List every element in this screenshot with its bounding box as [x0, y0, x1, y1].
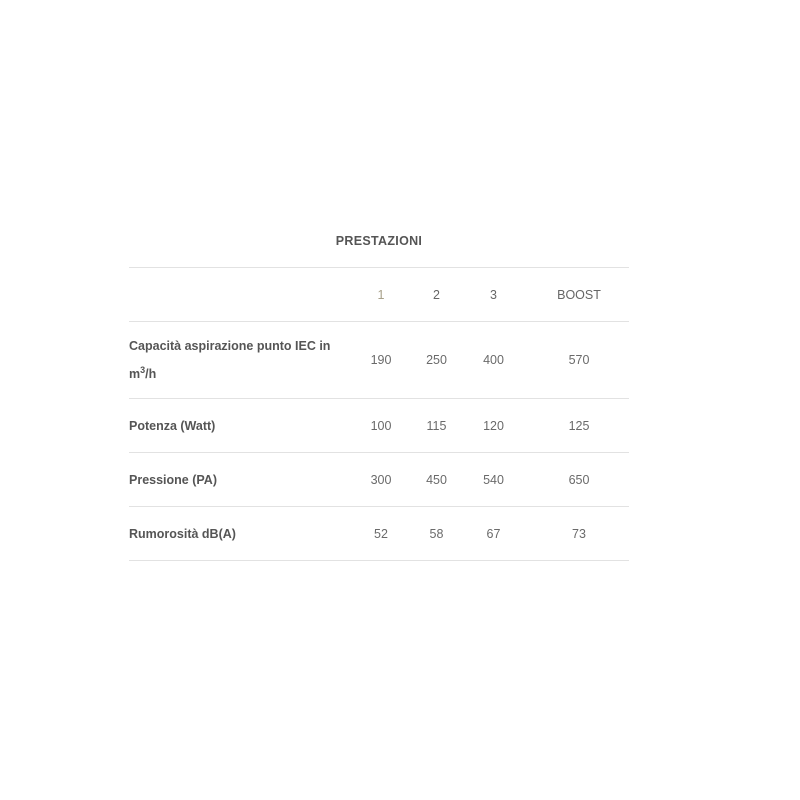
row-label-unit: /h [145, 367, 157, 382]
table-title-text: PRESTAZIONI [335, 234, 423, 248]
table-cell: 190 [347, 322, 415, 399]
row-label: Pressione (PA) [129, 453, 347, 507]
table-cell: 400 [458, 322, 529, 399]
row-label: Potenza (Watt) [129, 399, 347, 453]
row-label [129, 322, 347, 399]
table-cell: 300 [347, 453, 415, 507]
table-cell: 115 [415, 399, 458, 453]
row-label-text: Capacità aspirazione punto IEC in m [129, 338, 331, 382]
row-label: Rumorosità dB(A) [129, 507, 347, 561]
header-speed-3: 3 [458, 268, 529, 322]
table-cell: 120 [458, 399, 529, 453]
table-cell: 67 [458, 507, 529, 561]
table-row [129, 453, 629, 507]
header-boost: BOOST [529, 268, 629, 322]
performance-table [129, 267, 629, 561]
header-speed-1: 1 [347, 268, 415, 322]
table-title [129, 226, 629, 267]
table-cell: 250 [415, 322, 458, 399]
header-speed-2: 2 [415, 268, 458, 322]
table-cell: 570 [529, 322, 629, 399]
table-cell: 540 [458, 453, 529, 507]
performance-panel [129, 226, 629, 561]
table-cell: 450 [415, 453, 458, 507]
header-empty [129, 268, 347, 322]
table-row [129, 322, 629, 399]
table-cell: 52 [347, 507, 415, 561]
table-row [129, 399, 629, 453]
table-cell: 73 [529, 507, 629, 561]
table-cell: 650 [529, 453, 629, 507]
table-cell: 125 [529, 399, 629, 453]
table-cell: 100 [347, 399, 415, 453]
row-label-superscript: 3 [140, 364, 146, 375]
table-header-row [129, 268, 629, 322]
table-cell: 58 [415, 507, 458, 561]
table-row [129, 507, 629, 561]
